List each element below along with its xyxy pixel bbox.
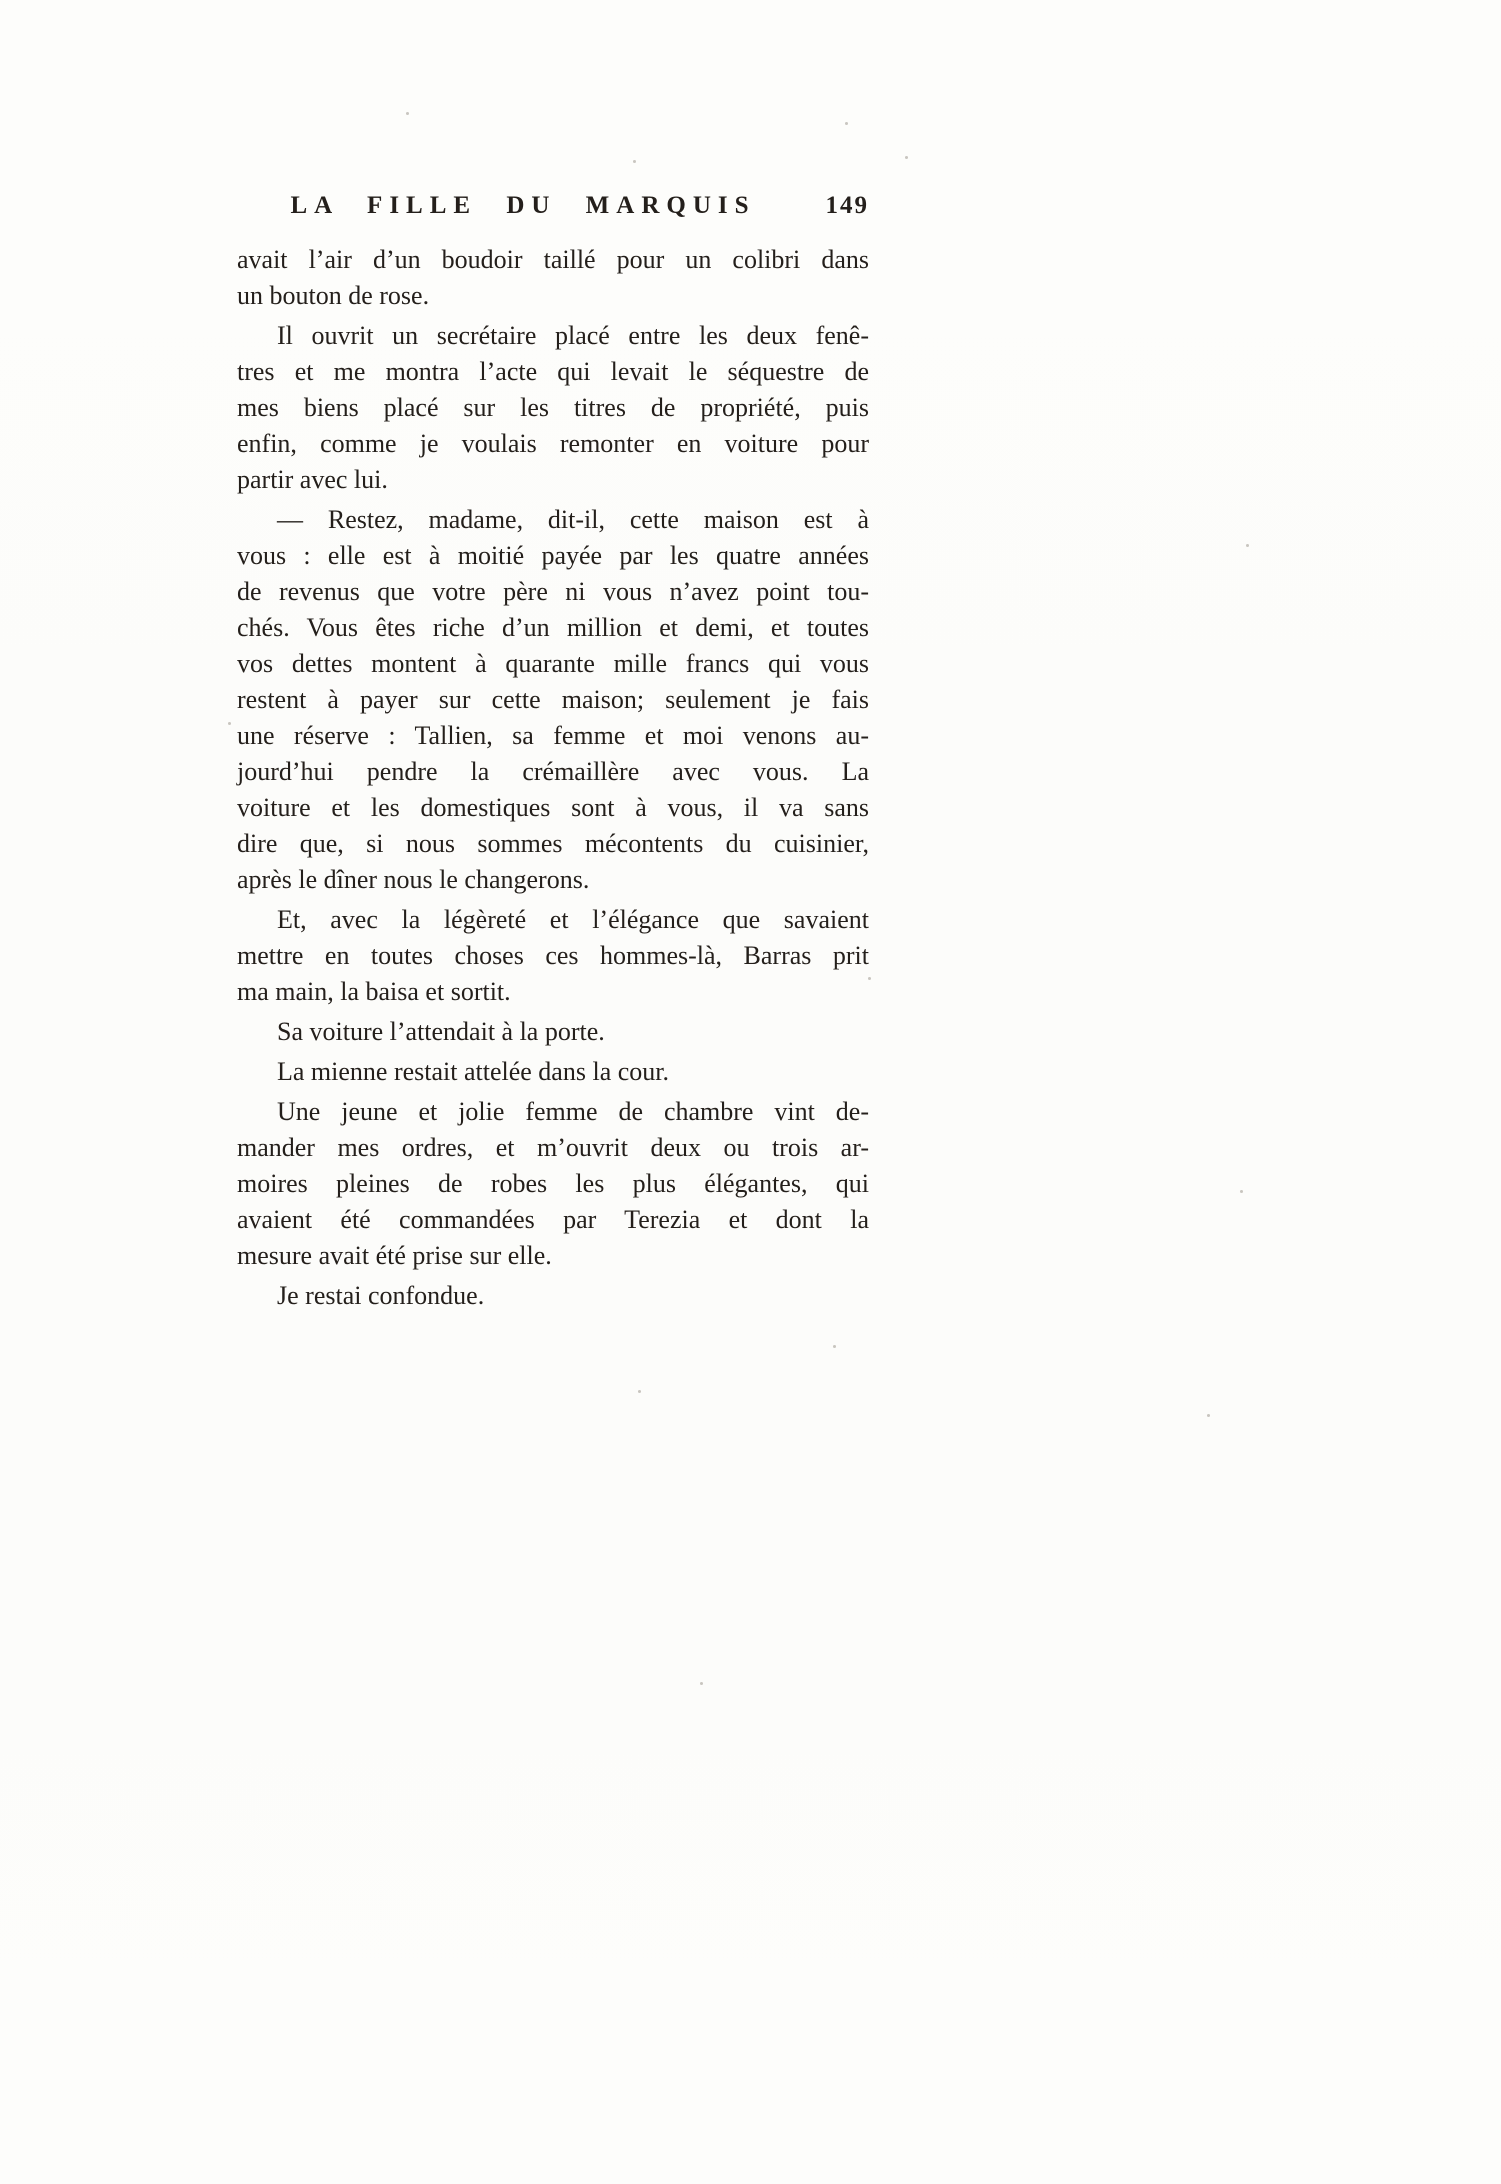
text-line: chés. Vous êtes riche d’un million et demi, et toutes	[237, 613, 869, 642]
scan-speck	[638, 1390, 641, 1393]
text-line: mesure avait été prise sur elle.	[237, 1241, 552, 1270]
scan-speck	[700, 1682, 703, 1685]
text-line: — Restez, madame, dit-il, cette maison est à	[277, 505, 869, 534]
scan-speck	[845, 122, 848, 125]
scan-speck	[1240, 1190, 1243, 1193]
text-line: dire que, si nous sommes mécontents du cuisinier,	[237, 829, 869, 858]
text-line: partir avec lui.	[237, 465, 388, 494]
text-line: une réserve : Tallien, sa femme et moi venons au-	[237, 721, 869, 750]
scan-speck	[868, 977, 871, 980]
paragraph	[237, 902, 869, 1010]
text-line: La mienne restait attelée dans la cour.	[277, 1057, 669, 1086]
scan-speck	[1207, 1414, 1210, 1417]
scan-speck	[1246, 544, 1249, 547]
text-line: vous : elle est à moitié payée par les quatre années	[237, 541, 869, 570]
text-line: jourd’hui pendre la crémaillère avec vous. La	[237, 757, 869, 786]
page-number: 149	[825, 192, 869, 219]
page-header	[237, 192, 869, 220]
text-line: avaient été commandées par Terezia et dont la	[237, 1205, 869, 1234]
text-line: mettre en toutes choses ces hommes-là, Barras prit	[237, 941, 869, 970]
scan-speck	[228, 722, 231, 725]
text-line: après le dîner nous le changerons.	[237, 865, 590, 894]
running-title: LA FILLE DU MARQUIS	[290, 192, 756, 219]
scan-speck	[633, 160, 636, 163]
text-line: un bouton de rose.	[237, 281, 430, 310]
text-line: Il ouvrit un secrétaire placé entre les deux fenê-	[277, 321, 869, 350]
scan-speck	[905, 156, 908, 159]
text-block	[237, 192, 869, 1318]
paragraph	[237, 1054, 869, 1090]
text-line: mander mes ordres, et m’ouvrit deux ou trois ar-	[237, 1133, 869, 1162]
text-line: Je restai confondue.	[277, 1281, 485, 1310]
text-line: moires pleines de robes les plus élégantes, qui	[237, 1169, 869, 1198]
scan-speck	[406, 112, 409, 115]
scan-speck	[833, 1345, 836, 1348]
paragraph	[237, 502, 869, 898]
text-line: restent à payer sur cette maison; seulement je fais	[237, 685, 869, 714]
text-line: Et, avec la légèreté et l’élégance que savaient	[277, 905, 869, 934]
paragraph	[237, 1094, 869, 1274]
paragraph	[237, 1014, 869, 1050]
text-line: tres et me montra l’acte qui levait le séquestre de	[237, 357, 869, 386]
text-line: vos dettes montent à quarante mille francs qui vous	[237, 649, 869, 678]
paragraph	[237, 242, 869, 314]
text-line: voiture et les domestiques sont à vous, il va sans	[237, 793, 869, 822]
text-line: mes biens placé sur les titres de propriété, puis	[237, 393, 869, 422]
text-line: Une jeune et jolie femme de chambre vint de-	[277, 1097, 869, 1126]
paragraph	[237, 318, 869, 498]
paragraph	[237, 1278, 869, 1314]
text-line: avait l’air d’un boudoir taillé pour un colibri dans	[237, 245, 869, 274]
text-line: Sa voiture l’attendait à la porte.	[277, 1017, 605, 1046]
text-line: ma main, la baisa et sortit.	[237, 977, 511, 1006]
text-line: de revenus que votre père ni vous n’avez point tou-	[237, 577, 869, 606]
text-line: enfin, comme je voulais remonter en voiture pour	[237, 429, 869, 458]
